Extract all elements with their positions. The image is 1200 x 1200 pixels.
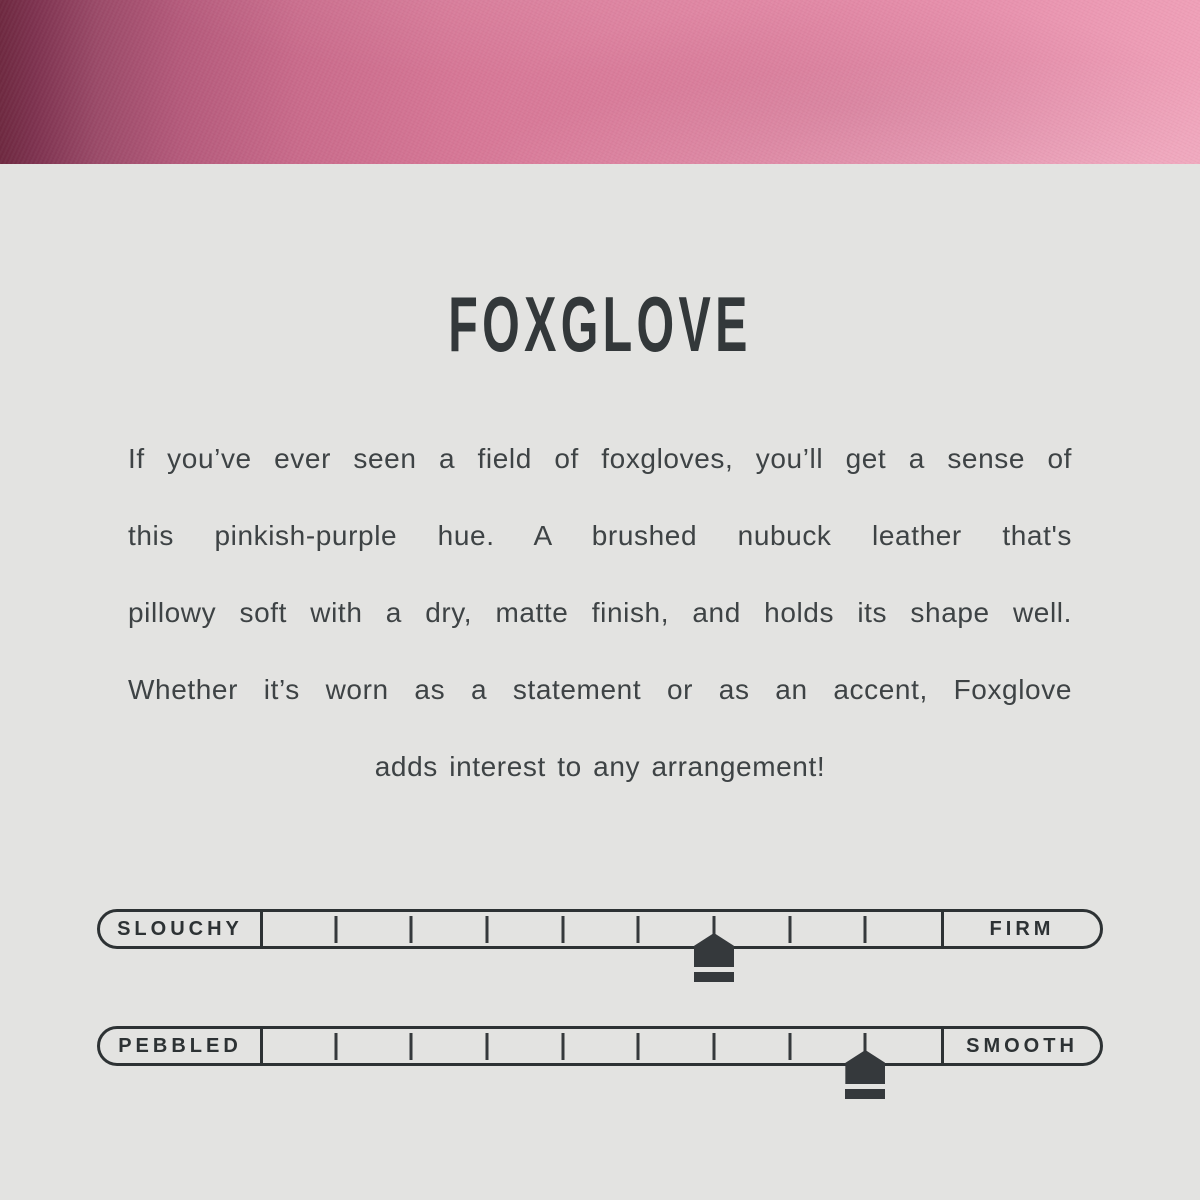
scale-marker [694, 933, 734, 982]
description-line: Whether it’s worn as a statement or as an accent, Foxglove [128, 674, 1072, 705]
scale-tick [334, 916, 337, 943]
scale-tick [410, 916, 413, 943]
scale-tick [788, 1033, 791, 1060]
marker-pointer [694, 933, 734, 967]
scale-label-right: FIRM [989, 917, 1055, 940]
marker-base [694, 972, 734, 982]
scale-tick [486, 916, 489, 943]
scale-tick [561, 1033, 564, 1060]
scale-label-left: SLOUCHY [117, 917, 243, 940]
scale-tick [864, 916, 867, 943]
description-line: adds interest to any arrangement! [374, 751, 826, 782]
firmness-scale [97, 909, 1103, 949]
scale-label-right: SMOOTH [966, 1034, 1078, 1057]
description-line: this pinkish-purple hue. A brushed nubuck leather that's [128, 520, 1072, 551]
scale-divider [260, 912, 263, 946]
scale-tick [410, 1033, 413, 1060]
texture-scale [97, 1026, 1103, 1066]
page-title: FOXGLOVE [448, 280, 752, 368]
scale-tick [561, 916, 564, 943]
scale-tick [637, 916, 640, 943]
scale-tick [788, 916, 791, 943]
scale-tick [334, 1033, 337, 1060]
scale-marker [845, 1050, 885, 1099]
marker-base [845, 1089, 885, 1099]
scale-label-left: PEBBLED [118, 1034, 242, 1057]
description-line: pillowy soft with a dry, matte finish, and holds its shape well. [128, 597, 1072, 628]
scale-tick [713, 1033, 716, 1060]
scale-divider [260, 1029, 263, 1063]
marker-pointer [845, 1050, 885, 1084]
description-line: If you’ve ever seen a field of foxgloves, you’ll get a sense of [128, 443, 1072, 474]
scale-tick [486, 1033, 489, 1060]
leather-swatch-image [0, 0, 1200, 164]
description-paragraph [128, 420, 1072, 805]
scale-tick [637, 1033, 640, 1060]
